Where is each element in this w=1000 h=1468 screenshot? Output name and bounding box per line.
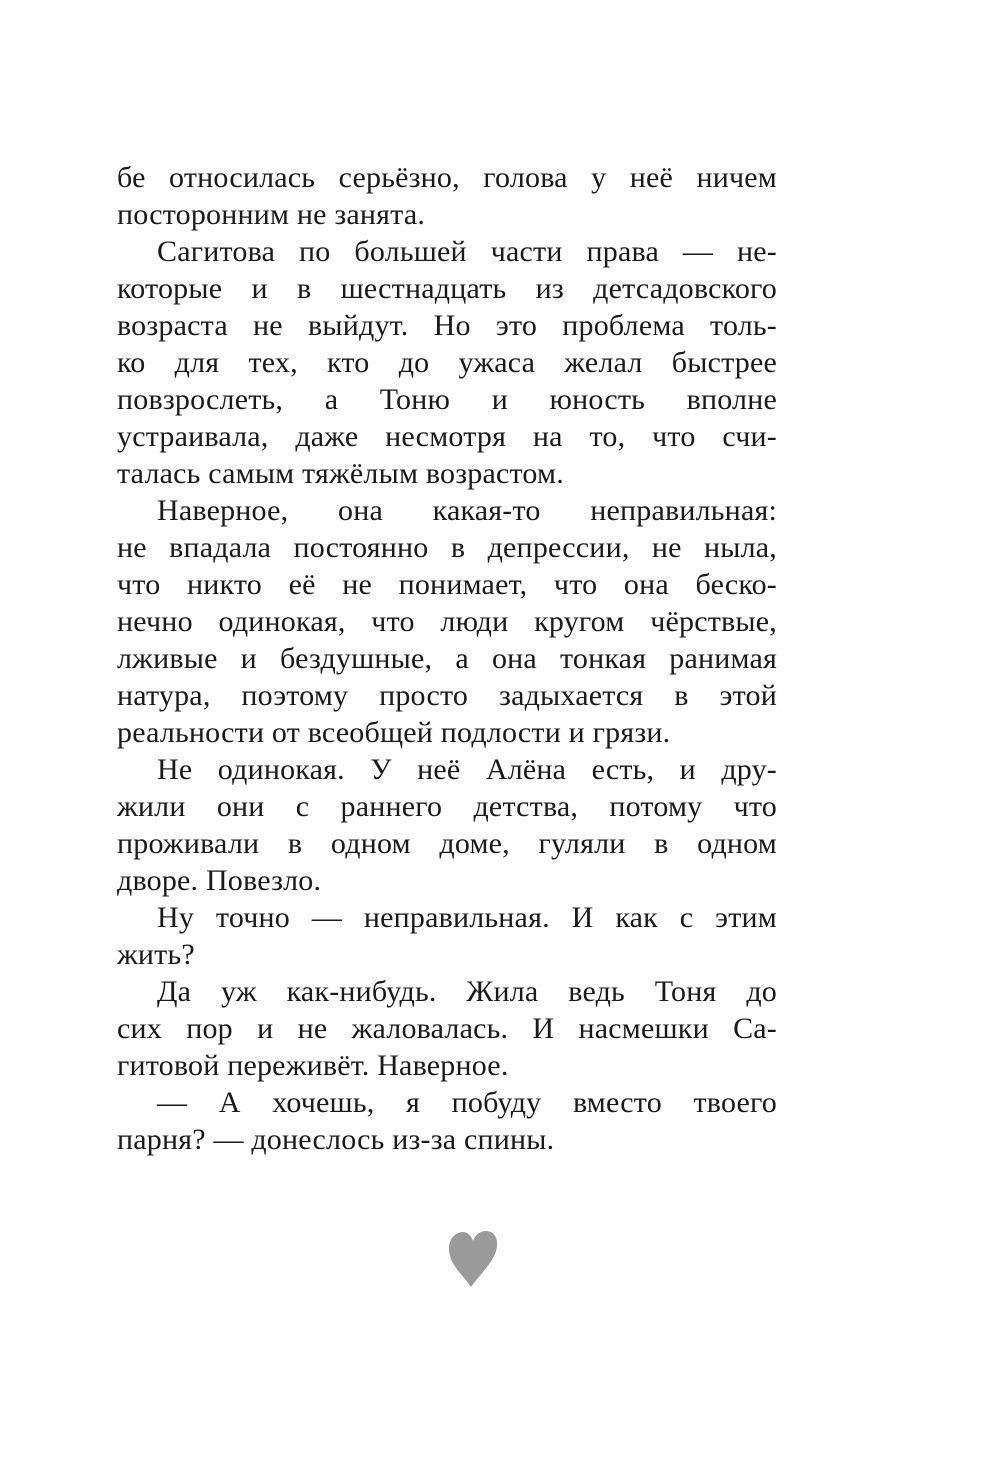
text-line: Да уж как-нибудь. Жила ведь Тоня до xyxy=(157,975,777,1008)
text-line: реальности от всеобщей подлости и грязи. xyxy=(117,716,671,749)
heart-icon xyxy=(447,1229,499,1289)
text-line: парня? — донеслось из-за спины. xyxy=(117,1123,555,1156)
paragraph xyxy=(117,973,777,1084)
text-line: ко для тех, кто до ужаса желал быстрее xyxy=(117,346,777,379)
text-line: дворе. Повезло. xyxy=(117,864,322,897)
text-line: нечно одинокая, что люди кругом чёрствые, xyxy=(117,605,777,638)
text-line: жить? xyxy=(117,938,195,971)
text-line: гитовой переживёт. Наверное. xyxy=(117,1049,509,1082)
text-line: натура, поэтому просто задыхается в этой xyxy=(117,679,777,712)
text-line: проживали в одном доме, гуляли в одном xyxy=(117,827,777,860)
text-line: Наверное, она какая-то неправильная: xyxy=(157,494,777,527)
text-line: талась самым тяжёлым возрастом. xyxy=(117,457,564,490)
text-line: бе относилась серьёзно, голова у неё ничем xyxy=(117,161,777,194)
text-line: не впадала постоянно в депрессии, не ныла, xyxy=(117,531,777,564)
text-line: — А хочешь, я побуду вместо твоего xyxy=(157,1086,777,1119)
paragraph xyxy=(117,751,777,899)
page-text xyxy=(117,159,777,1158)
text-line: лживые и бездушные, а она тонкая ранимая xyxy=(117,642,777,675)
paragraph xyxy=(117,492,777,751)
text-line: жили они с раннего детства, потому что xyxy=(117,790,777,823)
paragraph xyxy=(117,159,777,233)
text-line: возраста не выйдут. Но это проблема толь- xyxy=(117,309,777,342)
paragraph xyxy=(117,233,777,492)
text-line: что никто её не понимает, что она беско- xyxy=(117,568,777,601)
text-line: которые и в шестнадцать из детсадовского xyxy=(117,272,777,305)
paragraph xyxy=(117,899,777,973)
heart-shape xyxy=(449,1231,497,1287)
text-line: Сагитова по большей части права — не- xyxy=(157,235,777,268)
text-line: Ну точно — неправильная. И как с этим xyxy=(157,901,777,934)
text-line: посторонним не занята. xyxy=(117,198,426,231)
text-line: Не одинокая. У неё Алёна есть, и дру- xyxy=(157,753,777,786)
text-line: повзрослеть, а Тоню и юность вполне xyxy=(117,383,777,416)
text-line: сих пор и не жаловалась. И насмешки Са- xyxy=(117,1012,777,1045)
text-line: устраивала, даже несмотря на то, что счи- xyxy=(117,420,777,453)
paragraph xyxy=(117,1084,777,1158)
